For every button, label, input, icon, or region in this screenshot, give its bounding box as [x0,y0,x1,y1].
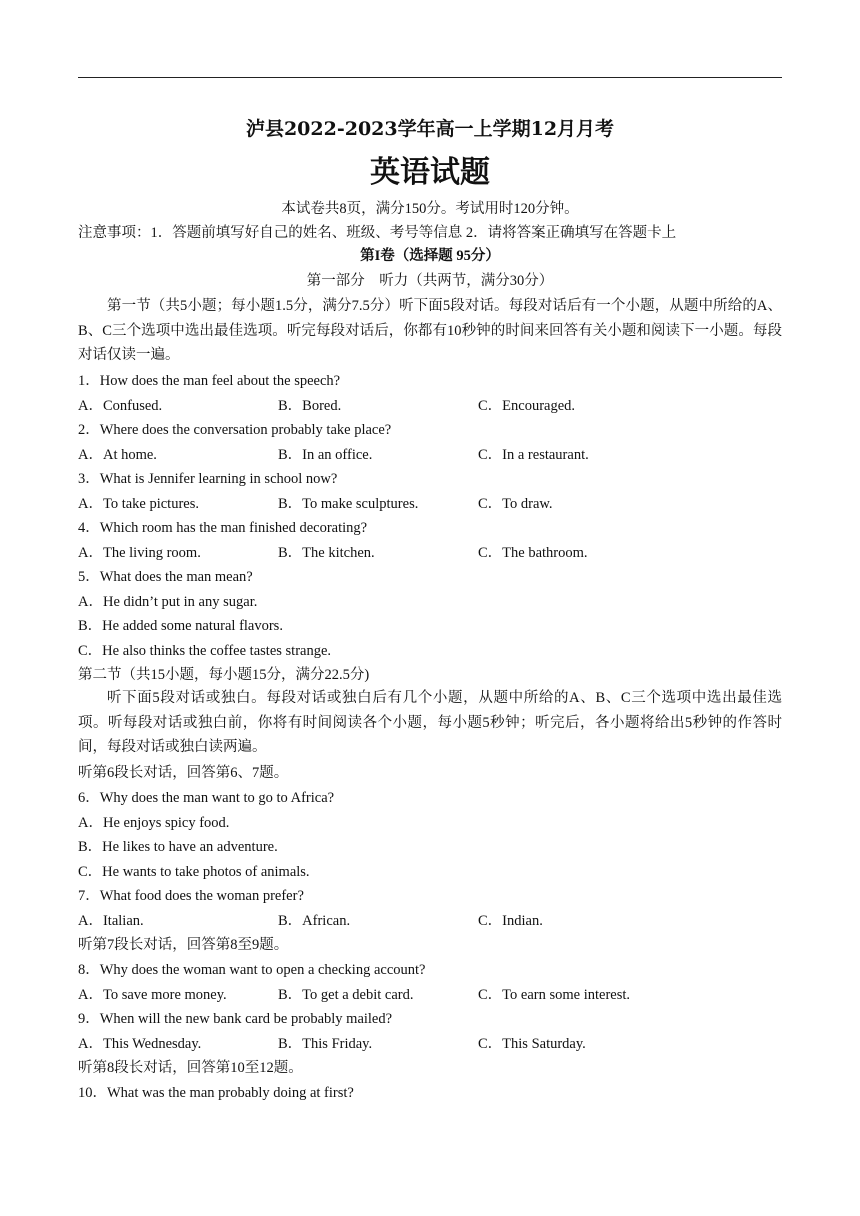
question-stem: 2．Where does the conversation probably take place? [78,422,392,438]
exam-info: 本试卷共8页，满分150分。考试用时120分钟。 [281,201,579,217]
option-c: C．To draw. [478,496,553,512]
notice: 注意事项：1．答题前填写好自己的姓名、班级、考号等信息 2．请将答案正确填写在答题卡上 [78,225,677,241]
option-b: B．In an office. [278,447,373,463]
question-stem: 5．What does the man mean? [78,569,253,585]
option-a: A．This Wednesday. [78,1036,202,1052]
option-c: C．The bathroom. [478,545,588,561]
option-b: B．To get a debit card. [278,987,414,1003]
dialog-heading: 听第8段长对话，回答第10至12题。 [78,1060,303,1076]
dialog-heading: 听第6段长对话，回答第6、7题。 [78,765,289,781]
option-c: C．He wants to take photos of animals. [78,864,310,880]
option-c: C．He also thinks the coffee tastes strange. [78,643,332,659]
question-stem: 4．Which room has the man finished decorating? [78,520,368,536]
option-a: A．To save more money. [78,987,227,1003]
section1-instruction: 第一节（共5小题；每小题1.5分，满分7.5分）听下面5段对话。每段对话后有一个小题，从题中所给的A、B、C三个选项中选出最佳选项。听完每段对话后，你都有10秒钟的时间来回答有关小题和阅读下一小题。每段对话仅读一遍。 [78,298,782,363]
exam-title: 泸县2022-2023学年高一上学期12月月考 [245,118,615,140]
option-a: A．At home. [78,447,157,463]
option-c: C．Indian. [478,913,543,929]
section2-instruction: 听下面5段对话或独白。每段对话或独白后有几个小题，从题中所给的A、B、C三个选项中选出最佳选项。听每段对话或独白前，你将有时间阅读各个小题，每小题5秒钟；听完后，各小题将给出5秒钟的作答时间，每段对话或独白读两遍。 [78,690,782,755]
option-b: B．This Friday. [278,1036,373,1052]
question-stem: 10．What was the man probably doing at first? [78,1085,354,1101]
header-rule [78,77,782,78]
option-c: C．Encouraged. [478,398,576,414]
subject-title: 英语试题 [370,155,490,190]
option-b: B．Bored. [278,398,342,414]
option-c: C．To earn some interest. [478,987,631,1003]
dialog-heading: 听第7段长对话，回答第8至9题。 [78,937,289,953]
option-b: B．He likes to have an adventure. [78,839,278,855]
option-a: A．To take pictures. [78,496,199,512]
option-b: B．African. [278,913,351,929]
option-b: B．The kitchen. [278,545,375,561]
question-stem: 1．How does the man feel about the speech? [78,373,341,389]
option-b: B．To make sculptures. [278,496,419,512]
question-stem: 9．When will the new bank card be probably mailed? [78,1011,393,1027]
option-b: B．He added some natural flavors. [78,618,283,634]
part-title: 第I卷（选择题 95分） [360,248,500,264]
option-a: A．He enjoys spicy food. [78,815,230,831]
section-title: 第一部分 听力（共两节，满分30分） [306,273,554,289]
question-stem: 3．What is Jennifer learning in school now? [78,471,338,487]
option-c: C．In a restaurant. [478,447,589,463]
question-stem: 8．Why does the woman want to open a checking account? [78,962,426,978]
option-a: A．He didn’t put in any sugar. [78,594,258,610]
question-stem: 7．What food does the woman prefer? [78,888,304,904]
option-a: A．The living room. [78,545,201,561]
option-a: A．Confused. [78,398,163,414]
section2-title: 第二节（共15小题，每小题15分，满分22.5分) [78,667,370,683]
option-c: C．This Saturday. [478,1036,586,1052]
question-stem: 6．Why does the man want to go to Africa? [78,790,335,806]
option-a: A．Italian. [78,913,144,929]
